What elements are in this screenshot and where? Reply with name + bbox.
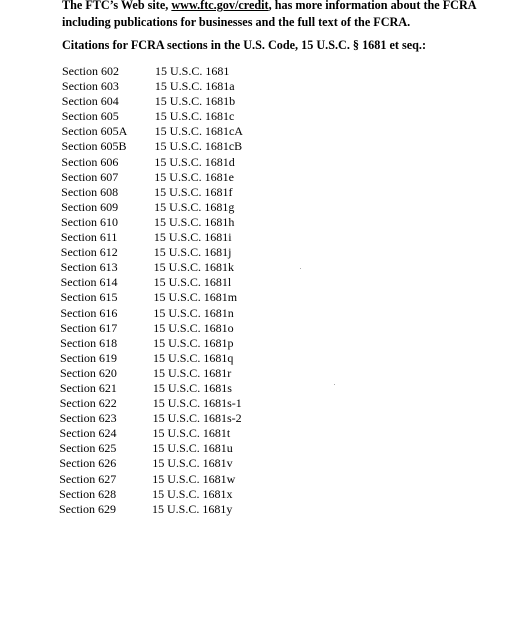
- usc-citation: 15 U.S.C. 1681x: [152, 486, 233, 501]
- usc-citation: 15 U.S.C. 1681u: [152, 441, 233, 456]
- usc-citation: 15 U.S.C. 1681y: [152, 501, 233, 516]
- section-number: Section 625: [59, 441, 117, 456]
- section-number: Section 619: [60, 350, 118, 365]
- section-number: Section 612: [60, 245, 118, 260]
- section-number: Section 615: [60, 290, 118, 305]
- citations-heading: Citations for FCRA sections in the U.S. Code, 15 U.S.C. § 1681 et seq.:: [62, 38, 427, 52]
- usc-citation: 15 U.S.C. 1681f: [154, 184, 233, 199]
- usc-citation: 15 U.S.C. 1681k: [153, 260, 235, 275]
- usc-citation: 15 U.S.C. 1681t: [152, 426, 231, 441]
- section-number: Section 610: [60, 214, 118, 229]
- section-number: Section 602: [62, 64, 119, 78]
- usc-citation: 15 U.S.C. 1681a: [154, 79, 235, 94]
- usc-citation: 15 U.S.C. 1681d: [154, 154, 235, 169]
- section-number: Section 611: [60, 230, 118, 245]
- usc-citation: 15 U.S.C. 1681g: [154, 199, 235, 214]
- usc-citation: 15 U.S.C. 1681c: [154, 109, 235, 124]
- section-number: Section 620: [59, 365, 117, 380]
- section-number: Section 618: [60, 335, 118, 350]
- section-number: Section 604: [61, 94, 119, 109]
- usc-citation: 15 U.S.C. 1681w: [152, 471, 236, 486]
- ftc-credit-link[interactable]: www.ftc.gov/credit: [171, 0, 269, 12]
- usc-citation: 15 U.S.C. 1681v: [152, 456, 233, 471]
- usc-citation: 15 U.S.C. 1681s-1: [152, 396, 242, 411]
- usc-citation: 15 U.S.C. 1681: [155, 64, 230, 78]
- section-number: Section 605A: [61, 124, 128, 139]
- section-number: Section 608: [61, 184, 119, 199]
- section-number: Section 617: [60, 320, 118, 335]
- usc-citation: 15 U.S.C. 1681b: [154, 94, 236, 109]
- section-number: Section 629: [59, 501, 116, 516]
- section-number: Section 621: [59, 380, 117, 395]
- usc-citation: 15 U.S.C. 1681l: [153, 275, 232, 290]
- usc-citation: 15 U.S.C. 1681cA: [154, 124, 243, 139]
- usc-citation: 15 U.S.C. 1681s-2: [152, 411, 242, 426]
- section-number: Section 628: [59, 486, 117, 501]
- usc-citation: 15 U.S.C. 1681p: [153, 335, 234, 350]
- scan-speck: [334, 384, 335, 385]
- section-number: Section 623: [59, 411, 117, 426]
- section-number: Section 627: [59, 471, 117, 486]
- section-number: Section 606: [61, 154, 119, 169]
- usc-citation: 15 U.S.C. 1681e: [154, 169, 234, 184]
- section-number: Section 624: [59, 426, 117, 441]
- section-number: Section 622: [59, 396, 117, 411]
- usc-citation: 15 U.S.C. 1681j: [153, 245, 232, 260]
- usc-citation: 15 U.S.C. 1681q: [153, 350, 234, 365]
- scan-speck: [300, 268, 301, 269]
- usc-citation: 15 U.S.C. 1681cB: [154, 139, 243, 154]
- usc-citation: 15 U.S.C. 1681s: [152, 380, 232, 395]
- section-number: Section 626: [59, 456, 117, 471]
- section-number: Section 609: [61, 199, 119, 214]
- intro-text-before-link: The FTC’s Web site,: [62, 0, 172, 12]
- section-number: Section 613: [60, 260, 118, 275]
- usc-citation: 15 U.S.C. 1681n: [153, 305, 234, 320]
- intro-text-after-link: , has more information about the FCRA including publications for businesses and the full text of the FCRA.: [62, 0, 476, 29]
- intro-paragraph: [62, 0, 512, 31]
- usc-citation: 15 U.S.C. 1681r: [152, 365, 232, 380]
- section-number: Section 614: [60, 275, 118, 290]
- section-number: Section 616: [60, 305, 118, 320]
- section-number: Section 605: [61, 109, 119, 124]
- section-number: Section 603: [61, 79, 119, 94]
- usc-citation: 15 U.S.C. 1681h: [153, 214, 235, 229]
- usc-citation: 15 U.S.C. 1681i: [153, 230, 232, 245]
- usc-citation: 15 U.S.C. 1681o: [153, 320, 234, 335]
- section-number: Section 607: [61, 169, 119, 184]
- section-number: Section 605B: [61, 139, 127, 154]
- usc-citation: 15 U.S.C. 1681m: [153, 290, 238, 305]
